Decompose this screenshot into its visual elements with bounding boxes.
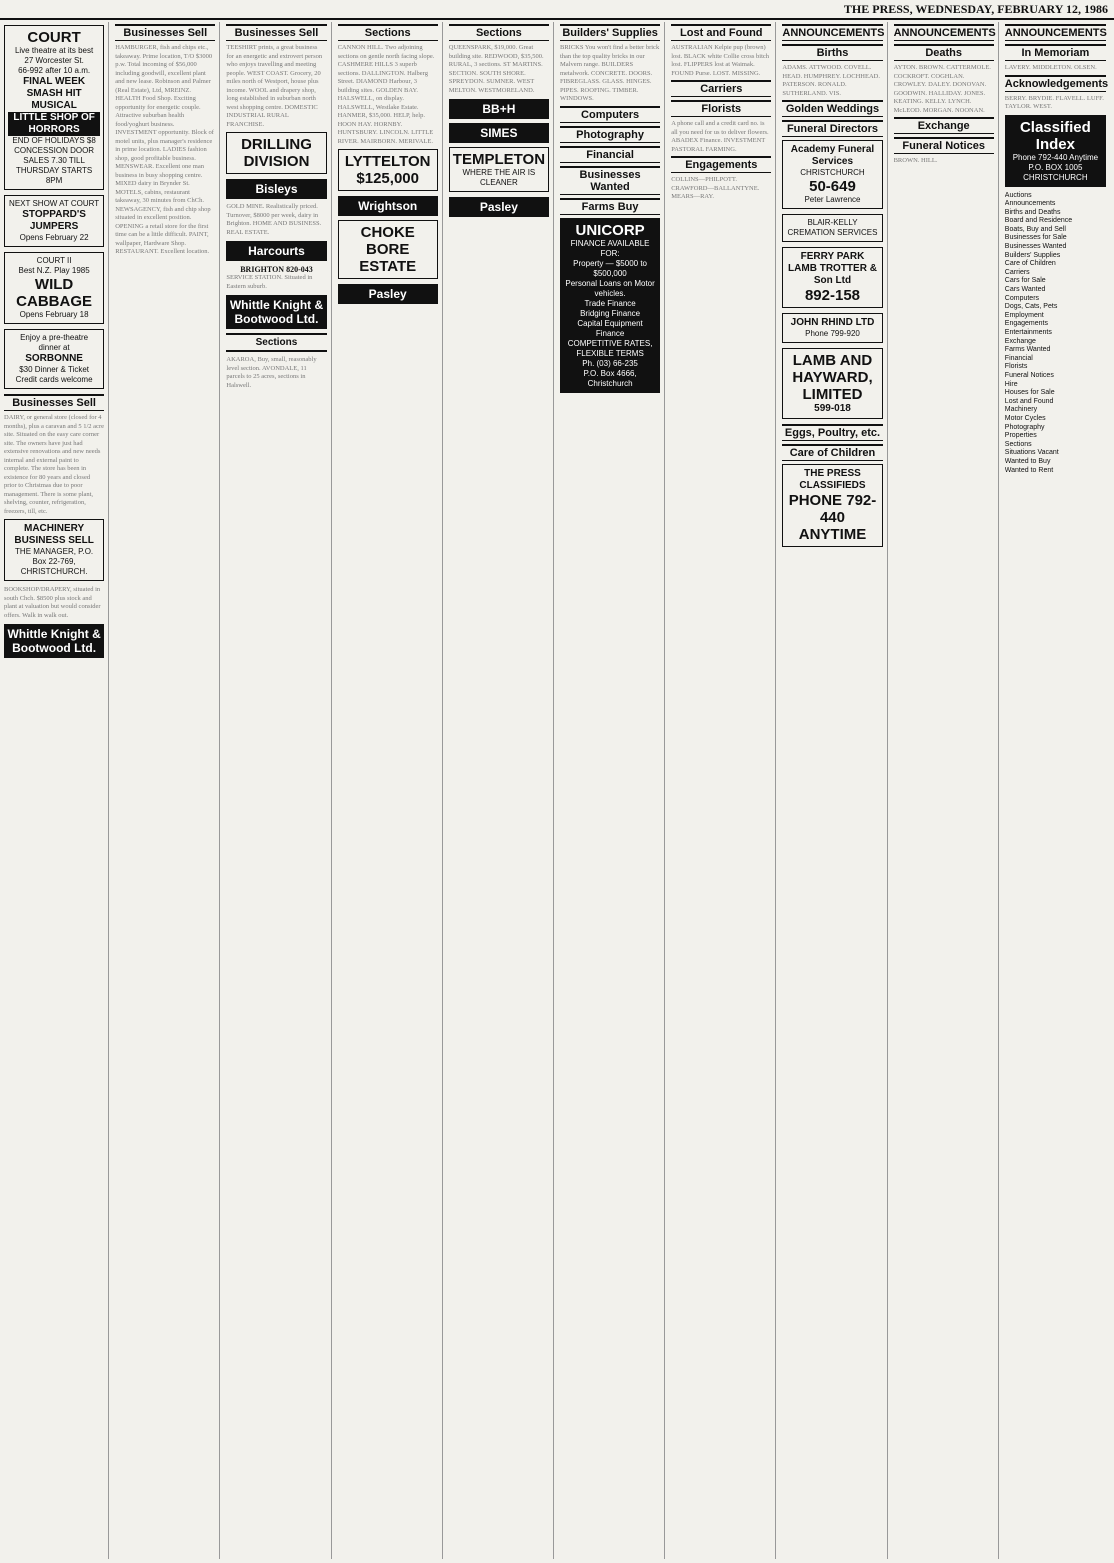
- harcourts-logo: Harcourts: [226, 241, 326, 261]
- index-item-label: Exchange: [1004, 337, 1036, 345]
- unicorp-phone: Ph. (03) 66-235: [582, 358, 638, 368]
- lyttelton-price: $125,000: [356, 170, 419, 187]
- businesses-wanted-header: Businesses Wanted: [560, 166, 660, 195]
- index-item-label: Builders' Supplies: [1004, 251, 1061, 259]
- engagements-header: Engagements: [671, 156, 771, 173]
- builders-supplies-header: Builders' Supplies: [560, 24, 660, 41]
- eggs-header: Eggs, Poultry, etc.: [782, 424, 882, 441]
- index-item-label: Machinery: [1004, 406, 1038, 414]
- golden-weddings-header: Golden Weddings: [782, 100, 882, 117]
- index-item: [1005, 458, 1106, 467]
- index-item-label: Board and Residence: [1004, 217, 1073, 225]
- column-1: [4, 22, 109, 1559]
- index-item-label: Situations Vacant: [1004, 449, 1059, 457]
- column-3: [226, 22, 331, 1559]
- press-anytime: ANYTIME: [798, 526, 867, 543]
- index-item-label: Births and Deaths: [1004, 208, 1061, 216]
- unicorp-title: UNICORP: [575, 221, 645, 239]
- column-2: [115, 22, 220, 1559]
- whittle-logo: Whittle Knight & Bootwood Ltd.: [226, 295, 326, 329]
- court-theatre-ad: [4, 25, 104, 190]
- index-item: [1005, 243, 1106, 252]
- filler-text: AKAROA, Buy, small, reasonably level section. AVONDALE, 11 parcels to 25 acres, sections in Halswell.: [226, 356, 317, 389]
- index-item: [1005, 217, 1106, 226]
- pasley-logo-2: Pasley: [449, 197, 549, 217]
- sections-header-2: Sections: [449, 24, 549, 41]
- index-item: [1005, 295, 1106, 304]
- index-item: [1005, 363, 1106, 372]
- court2-sub: Best N.Z. Play 1985: [18, 266, 90, 275]
- pasley-logo: Pasley: [338, 284, 438, 304]
- unicorp-item: Bridging Finance: [580, 308, 641, 318]
- choke-bore-ad: [338, 220, 438, 279]
- blair-ad: [782, 214, 882, 242]
- column-10: [1005, 22, 1110, 1559]
- index-item-label: Florists: [1004, 363, 1028, 371]
- index-item: [1005, 260, 1106, 269]
- index-item: [1005, 338, 1106, 347]
- unicorp-item: Capital Equipment Finance: [577, 318, 643, 338]
- filler-text: CANNON HILL. Two adjoining sections on gentle north facing slope. CASHMERE HILLS 3 superb sections. DALLINGTON. Halberg Street. DIAMOND Harbour, 3 building sites. GOLDEN BAY. HALSWELL, on display. HALSWELL, Westlake Estate. HANMER, $35,000. HELP, help. HOON HAY. HORNBY. HUNTSBURY. LINCOLN. LITTLE RIVER. MAIRBORN. MERIVALE.: [337, 44, 435, 145]
- machinery-contact: THE MANAGER, P.O. Box 22-769, CHRISTCHURCH.: [15, 547, 94, 576]
- index-item: [1005, 303, 1106, 312]
- index-item: [1005, 226, 1106, 235]
- column-8: [782, 22, 887, 1559]
- index-item: [1005, 269, 1106, 278]
- templeton-sub: WHERE THE AIR IS CLEANER: [462, 168, 536, 187]
- unicorp-footer: COMPETITIVE RATES, FLEXIBLE TERMS: [567, 338, 653, 358]
- sections-header: Sections: [338, 24, 438, 41]
- carriers-header: Carriers: [671, 80, 771, 97]
- classified-title: Classified Index: [1019, 118, 1091, 153]
- businesses-sell-header: Businesses Sell: [115, 24, 215, 41]
- column-7: [671, 22, 776, 1559]
- whittle-logo-col1: Whittle Knight & Bootwood Ltd.: [4, 624, 104, 658]
- index-item: [1005, 406, 1106, 415]
- index-item: [1005, 467, 1106, 476]
- unicorp-sub: FINANCE AVAILABLE FOR:: [570, 238, 650, 258]
- index-item-label: Funeral Notices: [1004, 371, 1054, 379]
- filler-text: HAMBURGER, fish and chips etc., takeaway. Prime location, T/O $3000 p.w. Total incoming of $56,000 including goodwill, excellent plant and new lease. Robinson and Palmer (Real Estate), Ltd, MREINZ. HEALTH Food Shop. Exciting opportunity for energetic couple. Attractive suburban health food/yoghurt business. INVESTMENT opportunity. Block of motel units, plus manager's residence in prime location. LADIES fashion shop, good profitable business. MENSWEAR. Excellent one man business in busy shopping centre. MIXED dairy in Brynder St. MOTELS, cabins, restaurant takeaway, 30 minutes from ChCh. NEWSAGENCY, fish and chip shop situated in excellent position. OPENING a retail store for the first time can be a little difficult. PAINT, wallpaper, Hardware Shop. RESTAURANT. Excellent location.: [115, 44, 214, 255]
- index-item-label: Dogs, Cats, Pets: [1004, 303, 1058, 311]
- blair-title: BLAIR-KELLY CREMATION SERVICES: [787, 218, 878, 237]
- index-item-label: Wanted to Buy: [1004, 457, 1051, 465]
- machinery-ad: [4, 519, 104, 581]
- filler-text: ADAMS. ATTWOOD. COVELL. HEAD. HUMPHREY. LOCHHEAD. PATERSON. RONALD. SUTHERLAND. VIS.: [782, 64, 880, 97]
- unicorp-ad: [560, 218, 660, 393]
- wrightson-logo: Wrightson: [338, 196, 438, 216]
- businesses-sell-header-col1: Businesses Sell: [4, 394, 104, 411]
- filler-text: BRICKS You won't find a better brick than the top quality bricks in our Malvern range. BUILDERS metalwork. CONCRETE. DOORS. FIBREGLASS. GLASS. HINGES. PIPES. ROOFING. TIMBER. WINDOWS.: [559, 44, 660, 102]
- filler-text: TEESHIRT prints, a great business for an energetic and extrovert person who enjoys travelling and meeting people. WEST COAST. Grocery, 20 miles north of Westport, house plus income. WOOL and drapery shop, long established in suburban north west shopping centre. DOMESTIC INDUSTRIAL RURAL FRANCHISE.: [226, 44, 323, 128]
- masthead: THE PRESS, WEDNESDAY, FEBRUARY 12, 1986: [0, 0, 1114, 20]
- lyttelton-ad: [338, 149, 438, 191]
- index-item-label: Wanted to Rent: [1004, 466, 1054, 474]
- births-header: Births: [782, 44, 882, 61]
- choke-bore-title: CHOKE BORE ESTATE: [359, 224, 417, 275]
- index-item-label: Lost and Found: [1004, 397, 1054, 405]
- wild-cabbage-ad: [4, 252, 104, 324]
- photography-header: Photography: [560, 126, 660, 143]
- index-item-label: Cars Wanted: [1004, 286, 1046, 294]
- index-item-label: Entertainments: [1004, 329, 1052, 336]
- classified-box: P.O. BOX 1005 CHRISTCHURCH: [1023, 162, 1088, 182]
- financial-header: Financial: [560, 146, 660, 163]
- press-phone: PHONE 792-440: [788, 492, 877, 526]
- index-item-label: Photography: [1004, 423, 1045, 431]
- lamb-title: LAMB AND HAYWARD, LIMITED: [792, 352, 873, 403]
- index-item-label: Businesses for Sale: [1004, 234, 1067, 242]
- court-phone: 66-992 after 10 a.m.: [18, 66, 91, 75]
- classified-columns: [4, 22, 1110, 1559]
- funeral-directors-header: Funeral Directors: [782, 120, 882, 137]
- templeton-title: TEMPLETON: [452, 151, 546, 168]
- index-item: [1005, 415, 1106, 424]
- index-item-label: Motor Cycles: [1004, 414, 1046, 422]
- filler-text: AUSTRALIAN Kelpie pup (brown) lost. BLACK white Collie cross bitch lost. FLIPPERS lost at Waimak. FOUND Purse. LOST. MISSING.: [671, 44, 770, 77]
- index-item-label: Cars for Sale: [1004, 277, 1046, 285]
- index-item-label: Boats, Buy and Sell: [1004, 225, 1066, 233]
- column-5: [449, 22, 554, 1559]
- academy-city: CHRISTCHURCH: [800, 168, 865, 177]
- in-memoriam-header: In Memoriam: [1005, 44, 1106, 61]
- column-9: [894, 22, 999, 1559]
- sorbonne-ad: [4, 329, 104, 389]
- filler-text: AYTON. BROWN. CATTERMOLE. COCKROFT. COGHLAN. CROWLEY. DALEY. DONOVAN. GOODWIN. HALLIDAY. JONES. KEATING. KELLY. LYNCH. McLEOD. MORGAN. NOONAN.: [893, 64, 991, 114]
- column-6: [560, 22, 665, 1559]
- unicorp-item: Property — $5000 to $500,000: [573, 258, 647, 278]
- lost-found-header: Lost and Found: [671, 24, 771, 41]
- index-item: [1005, 441, 1106, 450]
- unicorp-box: P.O. Box 4666, Christchurch: [583, 368, 637, 388]
- index-item-label: Computers: [1004, 294, 1040, 302]
- sections-bar: Sections: [226, 333, 326, 352]
- court-addr: 27 Worcester St.: [24, 56, 84, 65]
- sorbonne-line1: Enjoy a pre-theatre dinner at: [20, 333, 89, 352]
- index-item: [1005, 200, 1106, 209]
- unicorp-item: Personal Loans on Motor vehicles.: [565, 278, 655, 298]
- index-item-label: Houses for Sale: [1004, 389, 1055, 397]
- rhind-phone: Phone 799-920: [805, 329, 860, 338]
- court-smash: SMASH HIT MUSICAL: [26, 88, 82, 111]
- announcements-header: ANNOUNCEMENTS: [782, 24, 882, 41]
- classified-index-box: [1005, 115, 1106, 187]
- lyttelton-title: LYTTELTON: [344, 153, 431, 170]
- court-final: FINAL WEEK: [23, 76, 86, 87]
- filler-text: COLLINS—PHILPOTT. CRAWFORD—BALLANTYNE. MEARS—RAY.: [671, 176, 760, 200]
- column-4: [338, 22, 443, 1559]
- index-item: [1005, 209, 1106, 218]
- sorbonne-line3: Credit cards welcome: [15, 375, 93, 384]
- index-item: [1005, 277, 1106, 286]
- templeton-ad: [449, 147, 549, 192]
- court-show: LITTLE SHOP OF HORRORS: [8, 112, 100, 136]
- classified-index-list: [1005, 192, 1106, 476]
- funeral-notices-header: Funeral Notices: [894, 137, 994, 154]
- index-item-label: Announcements: [1004, 200, 1056, 208]
- farms-buy-header: Farms Buy: [560, 198, 660, 215]
- court2-title: COURT II: [36, 256, 72, 265]
- index-item-label: Care of Children: [1004, 260, 1056, 268]
- bbh-logo: BB+H: [449, 99, 549, 119]
- wild-cabbage-opens: Opens February 18: [19, 310, 89, 319]
- index-item: [1005, 329, 1106, 338]
- index-item: [1005, 449, 1106, 458]
- stoppard-ad: [4, 195, 104, 247]
- filler-text: BERRY. BRYDIE. FLAVELL. LUFF. TAYLOR. WEST.: [1004, 94, 1104, 110]
- wild-cabbage-title: WILD CABBAGE: [16, 276, 93, 310]
- index-item: [1005, 398, 1106, 407]
- index-item: [1005, 424, 1106, 433]
- filler-text: BROWN. HILL.: [893, 157, 938, 164]
- deaths-header: Deaths: [894, 44, 994, 61]
- drilling-title: DRILLING DIVISION: [241, 136, 312, 170]
- index-item: [1005, 312, 1106, 321]
- index-item-label: Hire: [1004, 380, 1018, 388]
- index-item: [1005, 432, 1106, 441]
- ferry-title: FERRY PARK LAMB TROTTER & Son Ltd: [788, 251, 877, 286]
- academy-ad: [782, 140, 882, 209]
- ferry-phone: 892-158: [804, 287, 861, 304]
- index-item-label: Sections: [1004, 440, 1032, 448]
- filler-text: GOLD MINE. Realistically priced. Turnover, $8000 per week, dairy in Brighton. HOME AND BUSINESS. REAL ESTATE.: [226, 203, 322, 236]
- announcements-header-3: ANNOUNCEMENTS: [1005, 24, 1106, 41]
- index-item-label: Farms Wanted: [1004, 346, 1051, 354]
- unicorp-item: Trade Finance: [584, 298, 636, 308]
- lamb-phone: 599-018: [814, 403, 851, 414]
- ferry-ad: [782, 247, 882, 308]
- academy-title: Academy Funeral Services: [790, 144, 875, 167]
- lamb-ad: [782, 348, 882, 419]
- announcements-header-2: ANNOUNCEMENTS: [894, 24, 994, 41]
- press-title: THE PRESS CLASSIFIEDS: [799, 468, 866, 491]
- index-item-label: Engagements: [1004, 320, 1048, 328]
- press-ad: [782, 464, 882, 547]
- index-item-label: Properties: [1004, 432, 1037, 440]
- filler-text: LAVERY. MIDDLETON. OLSEN.: [1004, 64, 1097, 71]
- machinery-title: MACHINERY BUSINESS SELL: [14, 523, 94, 546]
- index-item-label: Financial: [1004, 354, 1033, 362]
- exchange-header: Exchange: [894, 117, 994, 134]
- sorbonne-line2: $30 Dinner & Ticket: [19, 365, 89, 374]
- bisleys-logo: Bisleys: [226, 179, 326, 199]
- index-item-label: Auctions: [1004, 191, 1032, 199]
- filler-text: A phone call and a credit card no. is all you need for us to deliver flowers. ABADEX Finance. INVESTMENT PASTORAL FARMING.: [671, 120, 769, 153]
- index-item-label: Businesses Wanted: [1004, 243, 1067, 251]
- stoppard-next: NEXT SHOW AT COURT: [9, 199, 100, 208]
- simes-logo: SIMES: [449, 123, 549, 143]
- index-item: [1005, 346, 1106, 355]
- court-title: COURT: [27, 29, 81, 46]
- index-item: [1005, 381, 1106, 390]
- computers-header: Computers: [560, 106, 660, 123]
- index-item: [1005, 192, 1106, 201]
- index-item: [1005, 320, 1106, 329]
- filler-text: QUEENSPARK, $19,000. Great building site. REDWOOD, $35,500. RURAL, 3 sections. ST MARTINS. SECTION. SOUTH SHORE. SPREYDON. SUMNER. WEST MELTON. WESTMORELAND.: [448, 44, 544, 94]
- stoppard-opens: Opens February 22: [19, 233, 89, 242]
- filler-text: DAIRY, or general store (closed for 4 months), plus a caravan and 5 1/2 acre site. Situated on the easy care corner site. The owners have just had extensive renovations and new needs internal and external paint to complete. The store has been in existence for 80 years and closed prior to Christmas due to poor management. There is some plant, shelving, counter, refrigeration, freezers, till, etc.: [4, 414, 104, 515]
- filler-text: SERVICE STATION. Situated in Eastern suburb.: [226, 274, 313, 290]
- harcourts-phone: BRIGHTON 820-043: [240, 265, 313, 274]
- rhind-ad: [782, 313, 882, 343]
- index-item: [1005, 372, 1106, 381]
- index-item: [1005, 355, 1106, 364]
- filler-text: BOOKSHOP/DRAPERY, situated in south Chch. $8500 plus stock and plant at valuation but would consider offers. Walk in walk out.: [4, 586, 101, 619]
- businesses-sell-header-2: Businesses Sell: [226, 24, 326, 41]
- court-sub: Live theatre at its best: [14, 46, 94, 55]
- index-item: [1005, 234, 1106, 243]
- classified-phone: Phone 792-440 Anytime: [1012, 152, 1099, 162]
- rhind-title: JOHN RHIND LTD: [790, 317, 875, 328]
- stoppard-title: STOPPARD'S JUMPERS: [22, 209, 86, 232]
- care-children-header: Care of Children: [782, 444, 882, 461]
- academy-phone: 50-649: [809, 178, 856, 195]
- court-end: END OF HOLIDAYS $8 CONCESSION DOOR SALES 7.30 TILL THURSDAY STARTS 8PM: [12, 136, 96, 185]
- index-item-label: Employment: [1004, 311, 1044, 319]
- index-item: [1005, 286, 1106, 295]
- index-item-label: Carriers: [1004, 268, 1030, 276]
- sorbonne-name: SORBONNE: [25, 353, 83, 364]
- acknowledgements-header: Acknowledgements: [1005, 75, 1106, 92]
- academy-name: Peter Lawrence: [804, 195, 861, 204]
- florists-header: Florists: [671, 100, 771, 117]
- index-item: [1005, 252, 1106, 261]
- drilling-ad: [226, 132, 326, 174]
- index-item: [1005, 389, 1106, 398]
